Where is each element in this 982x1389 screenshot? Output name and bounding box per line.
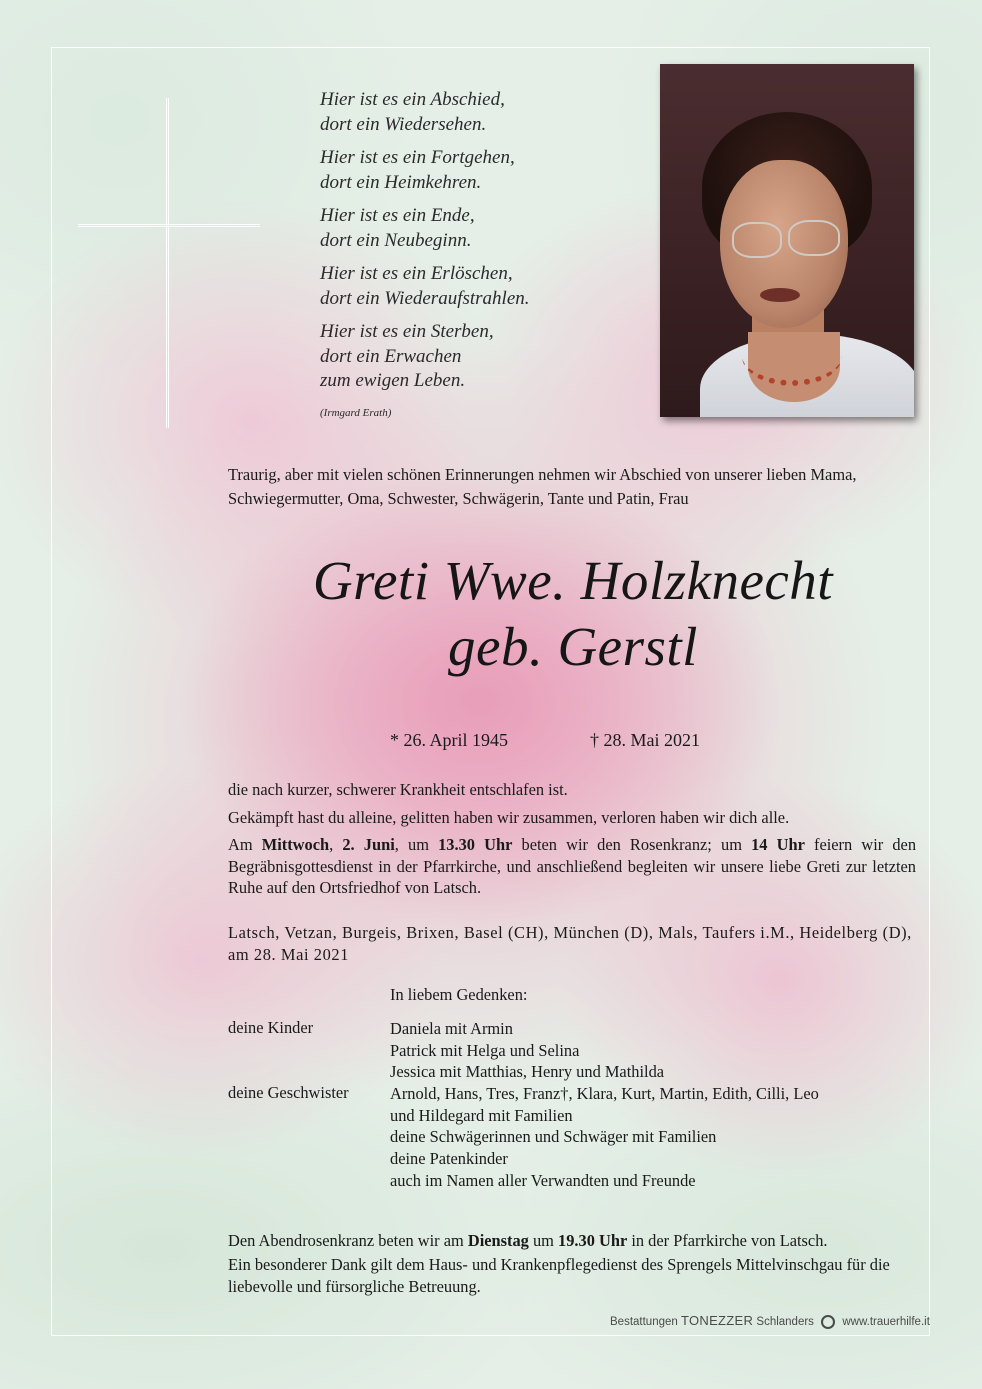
mourner-line: auch im Namen aller Verwandten und Freunde: [390, 1170, 696, 1190]
text-run: in der Pfarrkirche von Latsch.: [627, 1231, 828, 1250]
poem-line: Hier ist es ein Fortgehen,: [320, 147, 515, 168]
funeral-details: [228, 834, 916, 899]
deceased-name: [228, 548, 918, 680]
body-paragraph: die nach kurzer, schwerer Krankheit entschlafen ist.: [228, 780, 568, 799]
announcement-body: [228, 779, 916, 905]
emphasis-text: 13.30 Uhr: [438, 835, 513, 854]
text-run: Am: [228, 835, 262, 854]
poem-line: Hier ist es ein Erlöschen,: [320, 263, 513, 284]
poem-line: Hier ist es ein Abschied,: [320, 89, 505, 110]
emphasis-text: Mittwoch: [261, 835, 330, 854]
poem-author: (Irmgard Erath): [320, 406, 392, 419]
poem-stanza: [320, 262, 640, 311]
emphasis-text: 14 Uhr: [751, 835, 805, 854]
intro-text: Traurig, aber mit vielen schönen Erinnerungen nehmen wir Abschied von unserer lieben Mama, Schwiegermutter, Oma, Schwester, Schwägerin, Tante und Patin, Frau: [228, 465, 857, 508]
poem-line: dort ein Heimkehren.: [320, 171, 482, 193]
mourner-line: deine Patenkinder: [390, 1149, 508, 1169]
cross-icon-bar: [78, 224, 260, 227]
footer-brand: TONEZZER: [680, 1313, 754, 1328]
closing-text: [228, 1230, 928, 1300]
photo-necklace: [742, 326, 842, 386]
birth-date: * 26. April 1945: [390, 730, 509, 750]
name-line-2: geb. Gerstl: [448, 616, 698, 677]
poem-line: dort ein Wiedersehen.: [320, 113, 487, 135]
group-lines-siblings: [390, 1083, 819, 1192]
photo-glasses-right: [788, 220, 840, 256]
poem-line: dort ein Neubeginn.: [320, 229, 472, 251]
emphasis-text: 2. Juni: [342, 835, 395, 854]
footer-url[interactable]: www.trauerhilfe.it: [842, 1316, 930, 1328]
footer-prefix: Bestattungen: [610, 1316, 681, 1328]
poem-line: Hier ist es ein Sterben,: [320, 321, 494, 342]
text-run: beten wir den Rosenkranz; um: [512, 835, 752, 854]
poem-stanza: [320, 320, 640, 394]
poem-stanza: [320, 204, 640, 253]
poem-line: dort ein Wiederaufstrahlen.: [320, 287, 530, 309]
trauerhilfe-logo-icon: [821, 1315, 835, 1329]
death-date: † 28. Mai 2021: [590, 730, 700, 750]
body-paragraph: Gekämpft hast du alleine, gelitten haben wir zusammen, verloren haben wir dich alle.: [228, 807, 790, 827]
cross-icon: [166, 98, 169, 428]
gedenken-heading: In liebem Gedenken:: [390, 985, 528, 1004]
group-lines-children: [390, 1018, 664, 1083]
portrait-photo: [660, 64, 914, 417]
text-run: Den Abendrosenkranz beten wir am: [228, 1231, 468, 1250]
text-run: ,: [329, 835, 343, 854]
poem-stanza: [320, 146, 640, 195]
emphasis-text: Dienstag: [467, 1231, 529, 1250]
photo-mouth: [760, 288, 800, 302]
text-run: , um: [394, 835, 439, 854]
mourner-line: Patrick mit Helga und Selina: [390, 1040, 580, 1060]
family-places: Latsch, Vetzan, Burgeis, Brixen, Basel (CH), München (D), Mals, Taufers i.M., Heidelberg (D), am 28. Mai 2021: [228, 923, 912, 964]
text-run: feiern wir den Begräbnisgottesdienst in der Pfarrkirche, und anschließend begleiten wir unsere liebe Greti zur letzten Ruhe auf den Ortsfriedhof von Latsch.: [228, 835, 917, 897]
emphasis-text: 19.30 Uhr: [558, 1231, 628, 1250]
poem-line: dort ein Erwachen: [320, 345, 462, 367]
poem-stanza: [320, 88, 640, 137]
group-label-children: deine Kinder: [228, 1018, 314, 1037]
mourner-line: Arnold, Hans, Tres, Franz†, Klara, Kurt, Martin, Edith, Cilli, Leo: [390, 1084, 819, 1103]
mourner-line: Jessica mit Matthias, Henry und Mathilda: [390, 1062, 665, 1082]
poem: [320, 88, 640, 425]
photo-glasses-left: [732, 222, 782, 258]
poem-line: Hier ist es ein Ende,: [320, 205, 475, 226]
funeral-home-footer: [610, 1313, 930, 1329]
group-label-siblings: deine Geschwister: [228, 1083, 349, 1102]
rosary-notice: [228, 1230, 928, 1252]
name-line-1: Greti Wwe. Holzknecht: [312, 550, 834, 611]
text-run: um: [528, 1231, 559, 1250]
poem-line: zum ewigen Leben.: [320, 370, 466, 391]
mourner-line: deine Schwägerinnen und Schwäger mit Familien: [390, 1127, 717, 1147]
mourner-line: Daniela mit Armin: [390, 1019, 513, 1038]
mourner-line: und Hildegard mit Familien: [390, 1105, 573, 1125]
thanks-notice: Ein besonderer Dank gilt dem Haus- und Krankenpflegedienst des Sprengels Mittelvinschgau für die liebevolle und fürsorgliche Betreuung.: [228, 1255, 890, 1296]
footer-suffix: Schlanders: [753, 1316, 814, 1328]
